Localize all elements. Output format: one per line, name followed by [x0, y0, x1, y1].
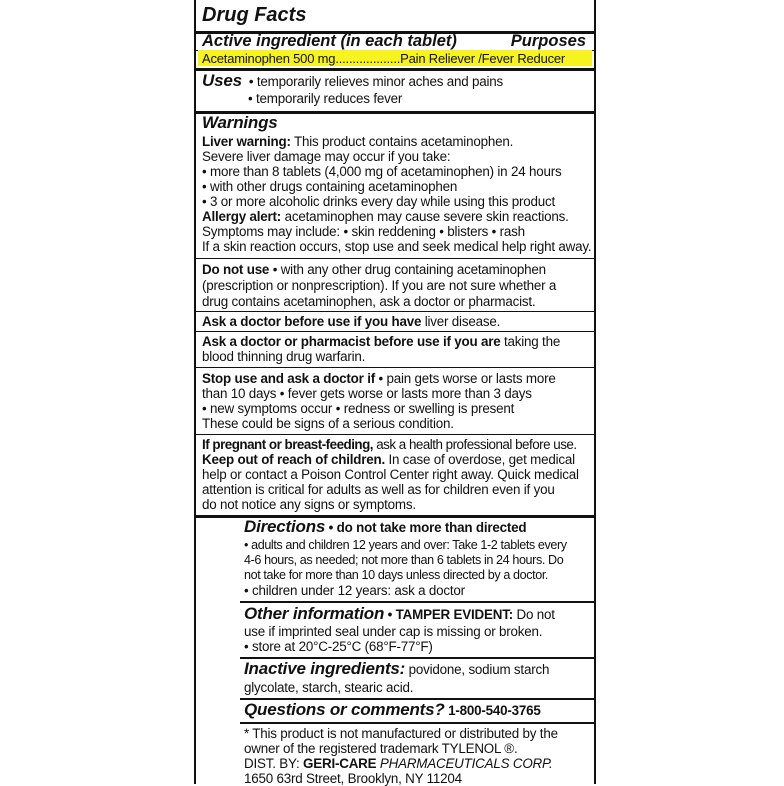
divider: [196, 258, 594, 259]
inactive-label: Inactive ingredients:: [244, 659, 406, 678]
ask-doctor: [202, 314, 590, 329]
ask-doctor-label: Ask a doctor before use if you have: [202, 314, 422, 329]
do-not-use-line: drug contains acetaminophen, ask a doctor or pharmacist.: [202, 294, 536, 309]
warnings-label: Warnings: [202, 113, 278, 132]
keep-out-text: In case of overdose, get medical: [384, 452, 575, 467]
inactive-text: povidone, sodium starch: [405, 662, 550, 677]
directions-line: • children under 12 years: ask a doctor: [244, 583, 465, 598]
divider: [196, 68, 594, 71]
tamper-text: Do not: [512, 607, 555, 622]
dist-label: DIST. BY:: [244, 756, 304, 771]
warning-line: • with other drugs containing acetaminophen: [202, 179, 458, 194]
overdose-line: do not notice any signs or symptoms.: [202, 497, 416, 512]
pregnant: [202, 437, 590, 452]
pregnant-text: ask a health professional before use.: [373, 437, 577, 452]
uses-item: • temporarily relieves minor aches and pains: [248, 74, 504, 89]
other-info-label: Other information: [244, 604, 385, 623]
address: 1650 63rd Street, Brooklyn, NY 11204: [244, 771, 462, 786]
divider: [240, 601, 594, 603]
uses-label: Uses: [202, 71, 242, 90]
active-ingredient-header: Active ingredient (in each tablet): [202, 32, 457, 50]
allergy-alert: [202, 209, 590, 224]
stop-use-label: Stop use and ask a doctor if: [202, 371, 375, 386]
liver-warning-label: Liver warning:: [202, 134, 291, 149]
do-not-use-label: Do not use: [202, 262, 270, 277]
directions-line: 4-6 hours, as needed; not more than 6 tablets in 24 hours. Do: [244, 553, 564, 567]
divider: [240, 722, 594, 724]
directions: [244, 519, 590, 535]
inactive-line: glycolate, starch, stearic acid.: [244, 680, 414, 695]
divider: [196, 311, 594, 312]
directions-line: not take for more than 10 days unless directed by a doctor.: [244, 568, 549, 582]
overdose-line: attention is critical for adults as well as for children even if you: [202, 482, 555, 497]
divider: [196, 434, 594, 435]
other-information: [244, 606, 590, 622]
stop-use-line: than 10 days • fever gets worse or lasts more than 3 days: [202, 386, 532, 401]
directions-label: Directions: [244, 517, 326, 536]
drug-facts-panel: [194, 0, 596, 784]
ask-pharmacist-line: blood thinning drug warfarin.: [202, 349, 366, 364]
allergy-alert-text: acetaminophen may cause severe skin reactions.: [281, 209, 569, 224]
uses-section: [202, 73, 590, 89]
pregnant-label: If pregnant or breast-feeding,: [202, 437, 373, 452]
footer-line: owner of the registered trademark TYLENOL ®.: [244, 741, 518, 756]
dist-company: GERI-CARE: [303, 756, 377, 771]
warning-line: • 3 or more alcoholic drinks every day while using this product: [202, 194, 556, 209]
overdose-line: help or contact a Poison Control Center right away. Quick medical: [202, 467, 579, 482]
liver-warning: [202, 134, 590, 149]
uses-item: • temporarily reduces fever: [248, 91, 403, 106]
allergy-line: Symptoms may include: • skin reddening • blisters • rash: [202, 224, 525, 239]
ask-pharmacist-label: Ask a doctor or pharmacist before use if you are: [202, 334, 501, 349]
directions-line: • adults and children 12 years and over: Take 1-2 tablets every: [244, 538, 567, 552]
allergy-line: If a skin reaction occurs, stop use and seek medical help right away.: [202, 239, 592, 254]
stop-use: [202, 371, 590, 386]
footer-line: * This product is not manufactured or distributed by the: [244, 726, 558, 741]
inactive-ingredients: [244, 661, 590, 677]
keep-out: [202, 452, 590, 467]
questions-label: Questions or comments?: [244, 700, 445, 719]
stop-use-line: These could be signs of a serious condition.: [202, 416, 454, 431]
questions: [244, 702, 590, 718]
warning-line: Severe liver damage may occur if you take:: [202, 149, 451, 164]
warning-line: • more than 8 tablets (4,000 mg of acetaminophen) in 24 hours: [202, 164, 562, 179]
stop-use-line: • new symptoms occur • redness or swelling is present: [202, 401, 515, 416]
liver-warning-text: This product contains acetaminophen.: [290, 134, 514, 149]
do-not-use: [202, 262, 590, 277]
other-info-line: • store at 20°C-25°C (68°F-77°F): [244, 639, 433, 654]
divider: [196, 367, 594, 368]
do-not-use-line: (prescription or nonprescription). If you are not sure whether a: [202, 278, 557, 293]
active-ingredient-row: Acetaminophen 500 mg...................Pain Reliever /Fever Reducer: [202, 51, 566, 66]
purposes-header: Purposes: [510, 32, 586, 50]
tamper-label: • TAMPER EVIDENT:: [384, 607, 513, 622]
directions-lead: • do not take more than directed: [325, 520, 527, 535]
stop-use-text: • pain gets worse or lasts more: [374, 371, 556, 386]
ask-pharmacist-text: taking the: [500, 334, 561, 349]
ask-pharmacist: [202, 334, 590, 349]
distributor: [244, 756, 590, 771]
do-not-use-text: • with any other drug containing acetaminophen: [269, 262, 546, 277]
phone-number: 1-800-540-3765: [444, 703, 541, 718]
keep-out-label: Keep out of reach of children.: [202, 452, 385, 467]
dist-corp: PHARMACEUTICALS CORP.: [376, 756, 553, 771]
divider: [196, 331, 594, 332]
drug-facts-title: Drug Facts: [202, 4, 307, 26]
allergy-alert-label: Allergy alert:: [202, 209, 282, 224]
other-info-line: use if imprinted seal under cap is missing or broken.: [244, 624, 543, 639]
ask-doctor-text: liver disease.: [421, 314, 501, 329]
